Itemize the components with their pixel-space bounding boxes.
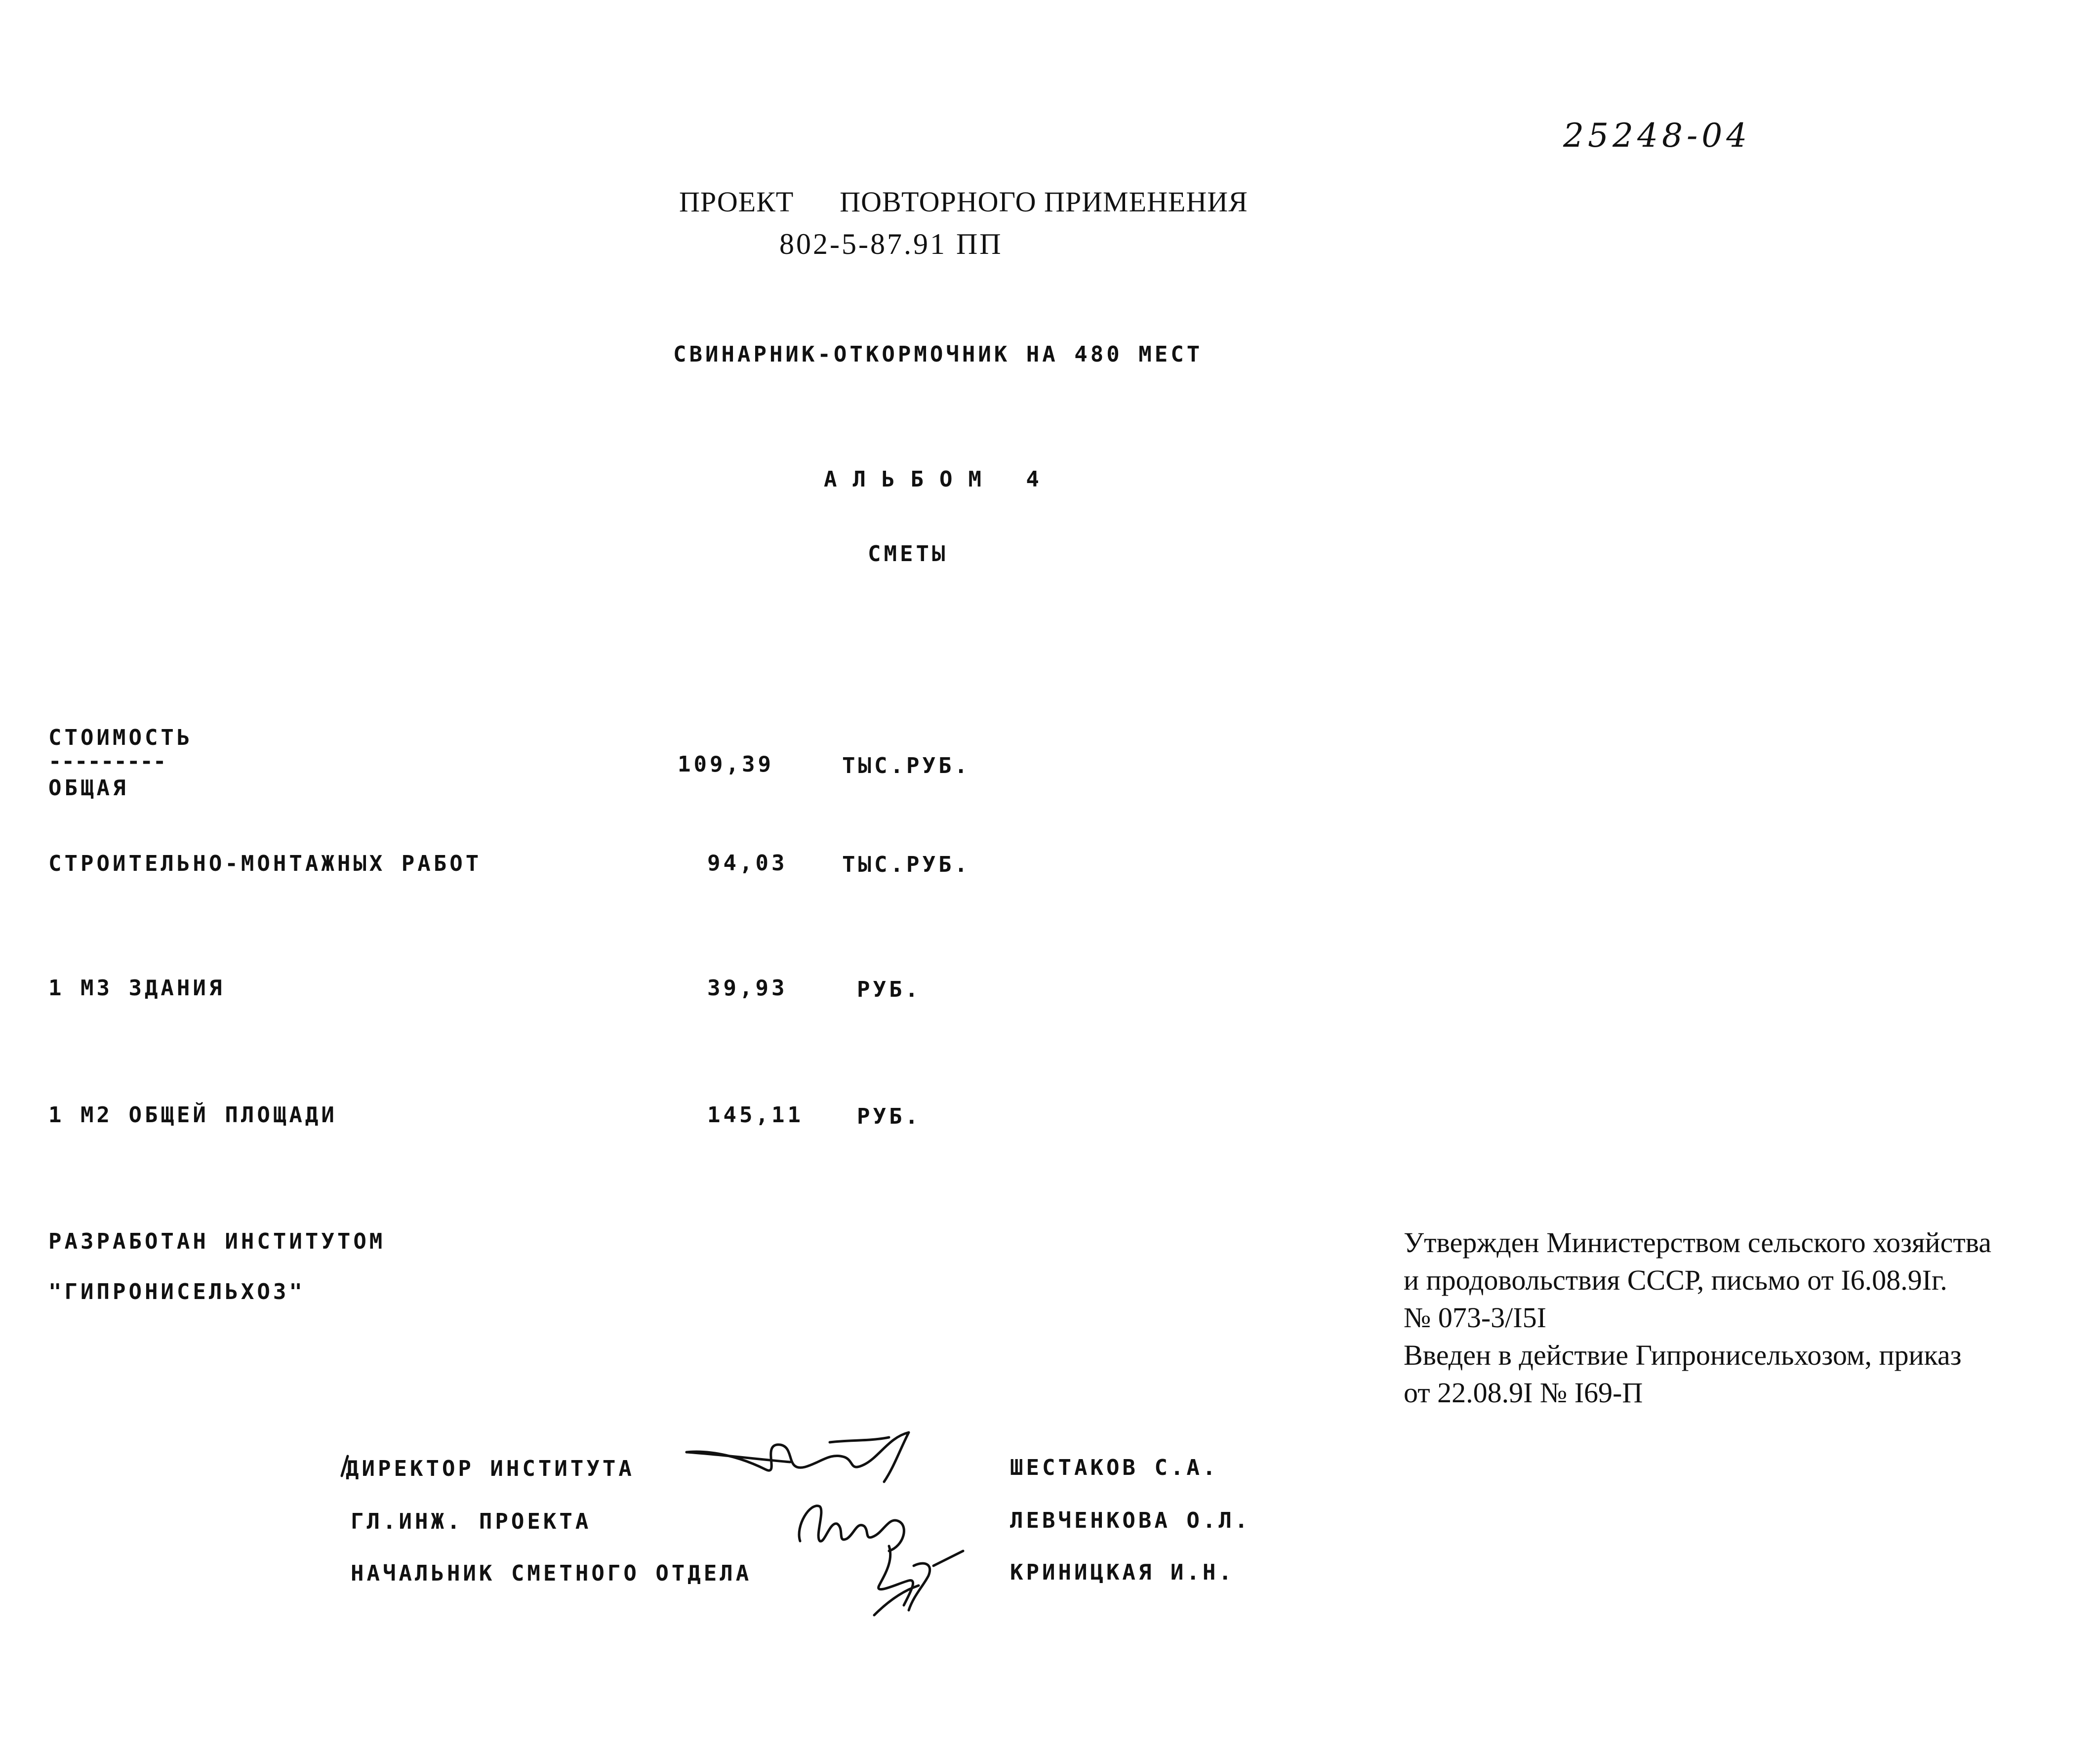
slash-mark — [340, 1454, 350, 1479]
cost-m2-value: 145,11 — [707, 1102, 804, 1128]
developer-name: "ГИПРОНИСЕЛЬХОЗ" — [48, 1279, 305, 1304]
album-number: АЛЬБОМ 4 — [824, 467, 1055, 492]
cost-smr-unit: ТЫС.РУБ. — [842, 852, 970, 877]
section-title: СМЕТЫ — [868, 541, 948, 567]
project-code: 802-5-87.91 ПП — [779, 228, 1003, 260]
project-type-line: ПРОЕКТ ПОВТОРНОГО ПРИМЕНЕНИЯ — [679, 186, 1248, 218]
cost-m3-label: 1 М3 ЗДАНИЯ — [48, 976, 225, 1001]
cost-heading-rule: --------- — [48, 749, 166, 774]
object-title: СВИНАРНИК-ОТКОРМОЧНИК НА 480 МЕСТ — [673, 342, 1203, 367]
approval-line-1: Утвержден Министерством сельского хозяйства — [1404, 1226, 1992, 1259]
director-signature — [682, 1423, 929, 1492]
cost-total-label: ОБЩАЯ — [48, 775, 129, 801]
cost-smr-label: СТРОИТЕЛЬНО-МОНТАЖНЫХ РАБОТ — [48, 851, 482, 876]
cost-m3-value: 39,93 — [707, 976, 788, 1001]
approval-line-3: № 073-3/I5I — [1404, 1302, 1546, 1334]
cost-m2-unit: РУБ. — [857, 1104, 921, 1129]
signatory-2-position: ГЛ.ИНЖ. ПРОЕКТА — [351, 1509, 592, 1534]
signatory-1-name: ШЕСТАКОВ С.А. — [1010, 1455, 1219, 1480]
cost-m2-label: 1 М2 ОБЩЕЙ ПЛОЩАДИ — [48, 1102, 337, 1128]
approval-line-5: от 22.08.9I № I69-П — [1404, 1377, 1643, 1409]
developer-label: РАЗРАБОТАН ИНСТИТУТОМ — [48, 1229, 386, 1254]
signatory-3-name: КРИНИЦКАЯ И.Н. — [1010, 1560, 1235, 1585]
cost-m3-unit: РУБ. — [857, 977, 921, 1002]
approval-line-4: Введен в действие Гипронисельхозом, приказ — [1404, 1339, 1962, 1371]
estimate-head-signature — [859, 1536, 968, 1620]
approval-line-2: и продовольствия СССР, письмо от I6.08.9Iг. — [1404, 1264, 1947, 1296]
signatory-3-position: НАЧАЛЬНИК СМЕТНОГО ОТДЕЛА — [351, 1561, 752, 1586]
archive-number: 25248-04 — [1563, 117, 1751, 155]
cost-heading: СТОИМОСТЬ — [48, 725, 193, 750]
signatory-1-position: ДИРЕКТОР ИНСТИТУТА — [346, 1456, 635, 1481]
cost-smr-value: 94,03 — [707, 851, 788, 876]
cost-total-value: 109,39 — [678, 752, 774, 777]
approval-block — [1404, 1224, 2095, 1412]
cost-total-unit: ТЫС.РУБ. — [842, 753, 970, 778]
signatory-2-name: ЛЕВЧЕНКОВА О.Л. — [1010, 1508, 1251, 1533]
